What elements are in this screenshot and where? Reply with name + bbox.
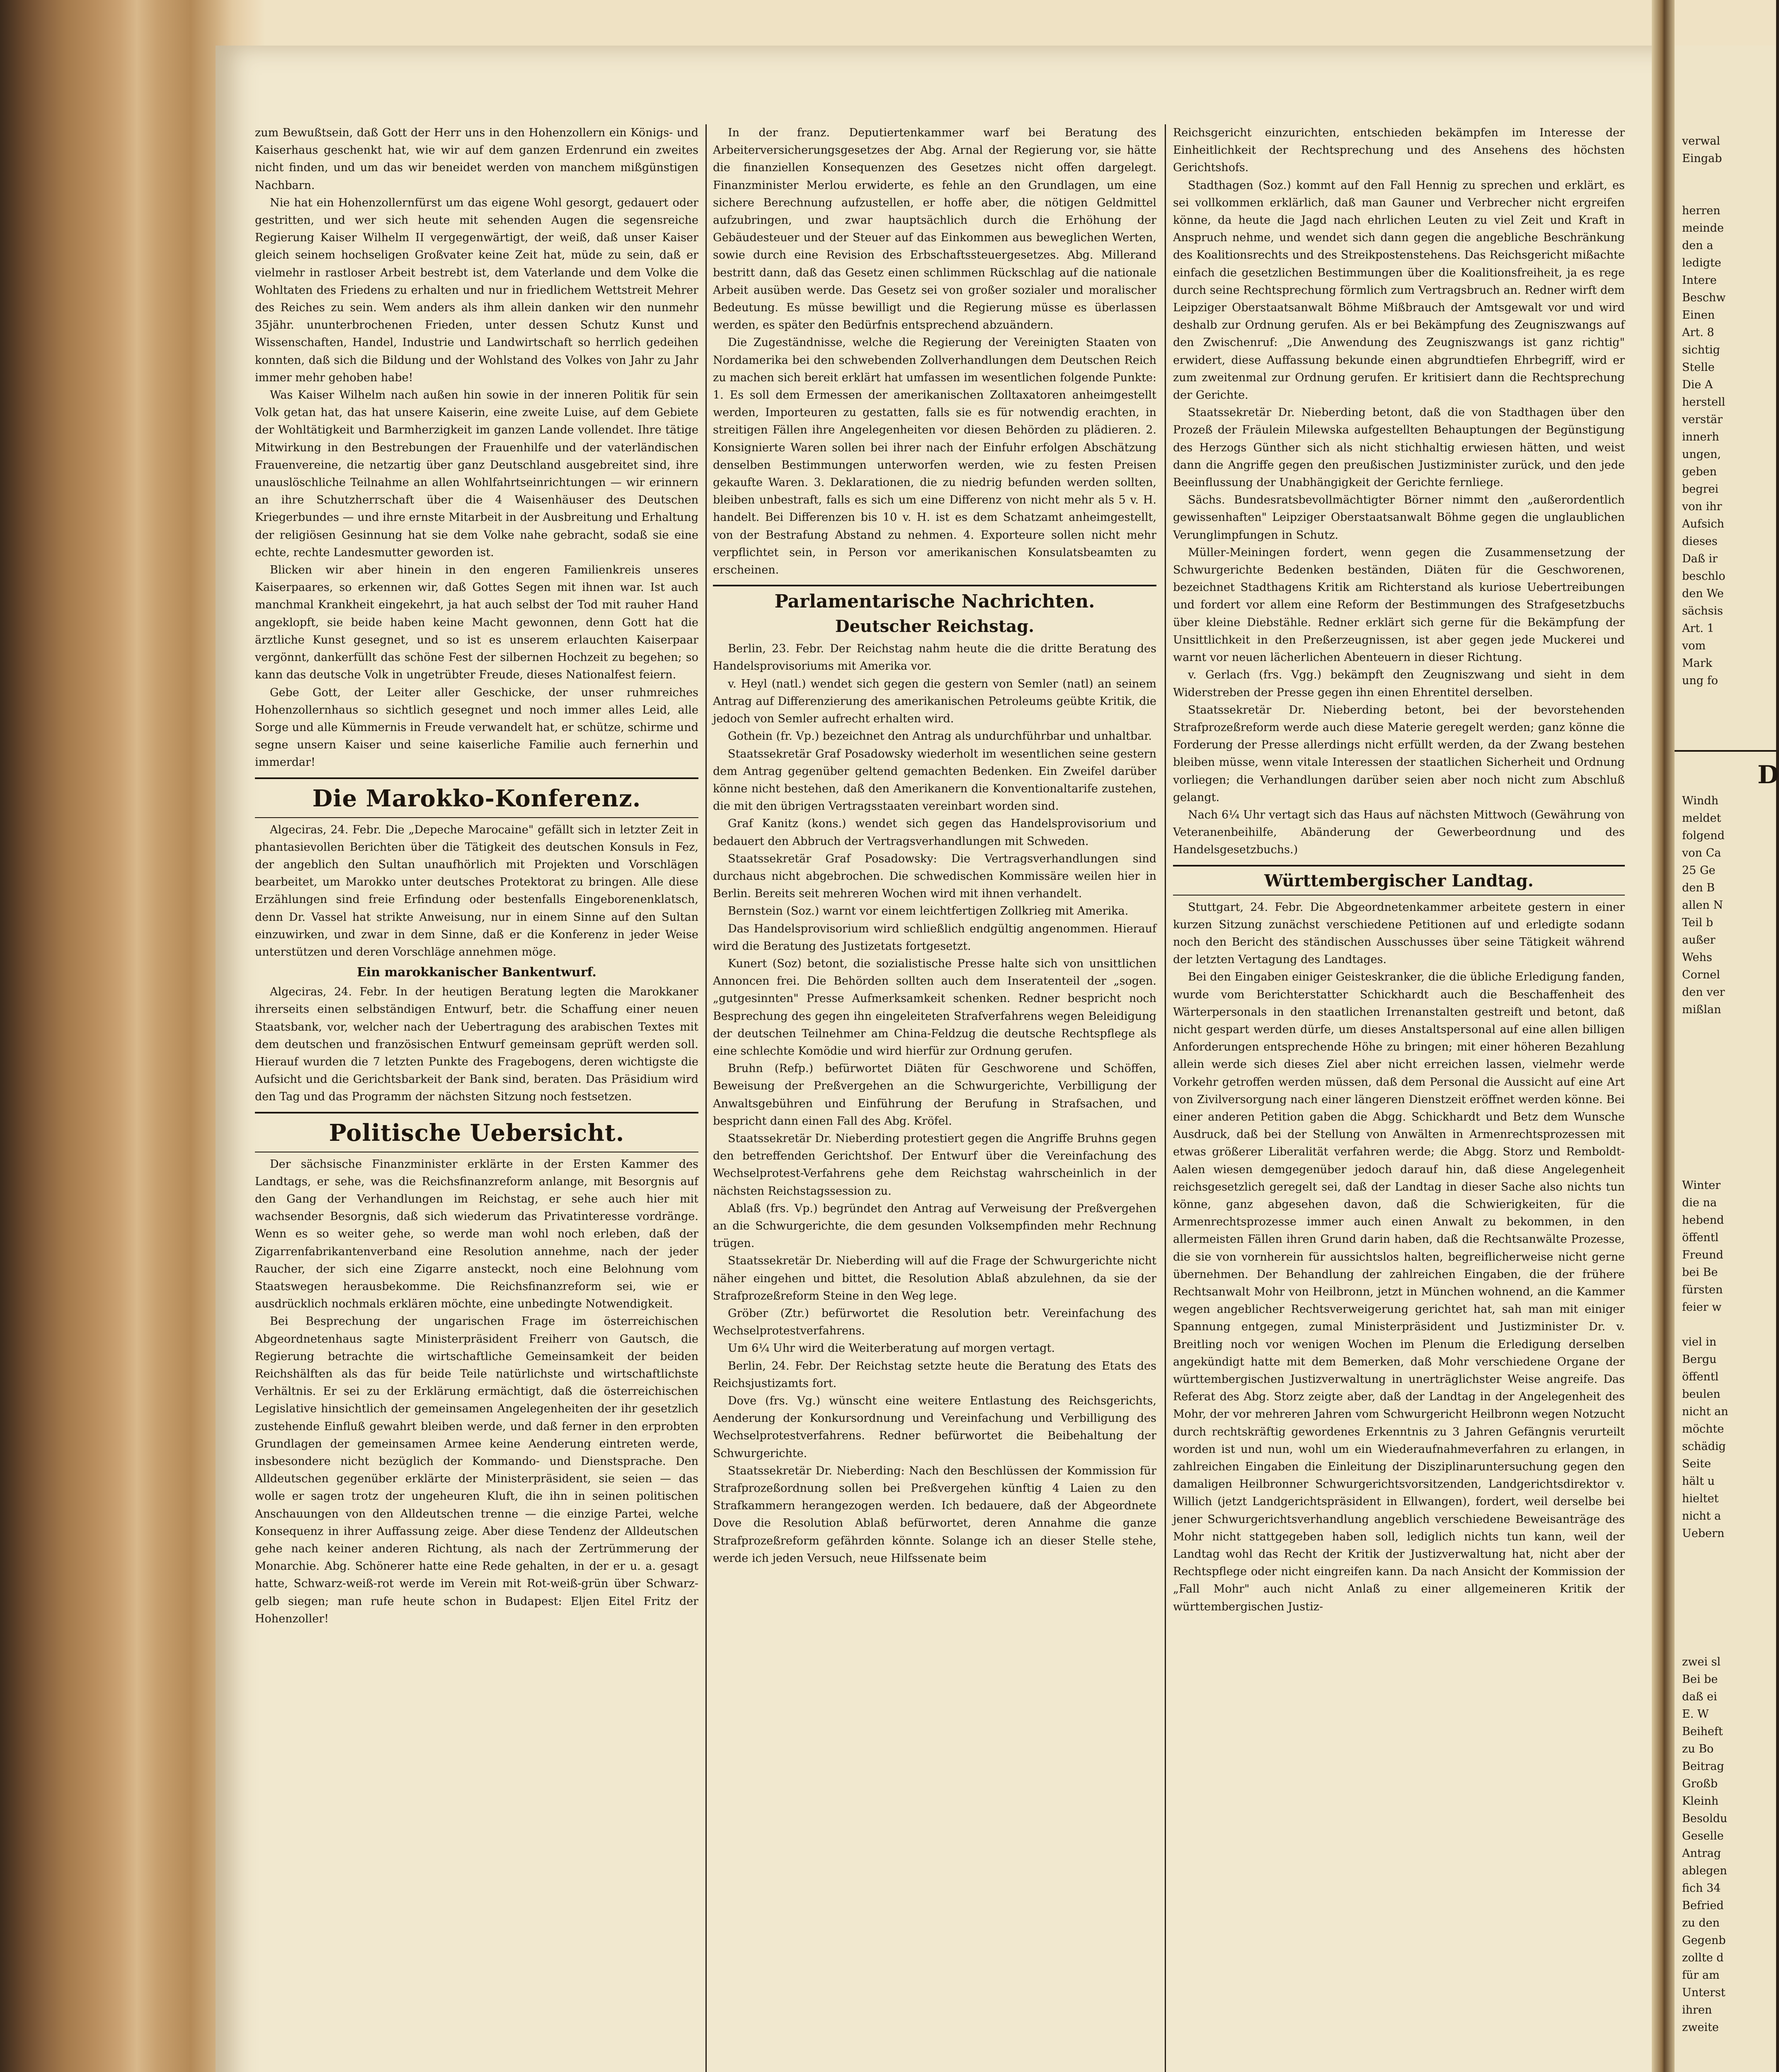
column-1 — [255, 124, 698, 2072]
wuerttemberg-article — [1173, 899, 1625, 1616]
divider — [255, 817, 698, 818]
fragment-line: fürsten — [1682, 1283, 1723, 1296]
politik-article — [255, 1156, 698, 1628]
paragraph: Bernstein (Soz.) warnt vor einem leichtfertigen Zollkrieg mit Amerika. — [728, 905, 1129, 918]
fragment-line: Einen — [1682, 309, 1715, 322]
paragraph: Gothein (fr. Vp.) bezeichnet den Antrag als undurchführbar und unhaltbar. — [728, 730, 1152, 743]
fragment-line: verstär — [1682, 413, 1723, 426]
fragment-line: Antrag — [1682, 1847, 1721, 1860]
paragraph: Kunert (Soz) betont, die sozialistische Presse halte sich von unsittlichen Annoncen frei. Die Behörden sollten auch dem Inseratenteil der „sogen. „gutgesinnten" Presse Aufmerksamkeit schenken. Redner bespricht noch Besprechung des gegen ihn eingeleiteten Strafverfahrens wegen Beleidigung der deutschen Teilnehmer am China-Feldzug die deutsche Rechtspflege als eine schlechte Komödie und wird hierfür zur Ordnung gerufen. — [713, 957, 1156, 1058]
paragraph: Stuttgart, 24. Febr. Die Abgeordnetenkammer arbeitete gestern in einer kurzen Sitzung zunächst verschiedene Petitionen auf und erledigte sodann noch den Bericht des ständischen Ausschusses über seine Tätigkeit während der letzten Vertagung des Landtages. — [1173, 900, 1625, 966]
fragment-line: Art. 8 — [1682, 326, 1714, 339]
paragraph: Die Zugeständnisse, welche die Regierung der Vereinigten Staaten von Nordamerika bei den schwebenden Zollverhandlungen dem Deutschen Reich zu machen sich bereit erklärt hat umfassen im wesentlichen folgende Punkte: 1. Es soll dem Ermessen der amerikanischen Zolltaxatoren anheimgestellt werden, Importeuren zu gestatten, falls sie es für notwendig erachten, in streitigen Fällen ihre Angelegenheiten vor diesen Behörden zu plädieren. 2. Konsignierte Waren sollen bei ihrer nach der Einfuhr erfolgen Abschätzung denselben Bestimmungen unterworfen werden, wie zu festen Preisen gekaufte Waren. 3. Deklarationen, die zu niedrig befunden werden sollten, bleiben unbestraft, falls es sich um eine Differenz von nicht mehr als 5 v. H. handelt. Bei Differenzen bis 10 v. H. ist es dem Schatzamt anheimgestellt, von der Bestrafung Abstand zu nehmen. 4. Exporteure sollen nicht mehr verpflichtet sein, in Person vor amerikanischen Konsulatsbeamten zu erscheinen. — [713, 336, 1156, 577]
paragraph: Blicken wir aber hinein in den engeren Familienkreis unseres Kaiserpaares, so erkennen wir, daß Gottes Segen mit ihnen war. Ist auch manchmal Krankheit eingekehrt, ja hat auch selbst der Tod mit rauher Hand angeklopft, sie beide haben keine Macht gewonnen, denn Gott hat die ärztliche Kunst gesegnet, und so ist es unserem erlauchten Kaiserpaar vergönnt, dankerfüllt das schöne Fest der silbernen Hochzeit zu begehen; so kann das deutsche Volk in ungetrübter Freude, dieses Nationalfest feiern. — [255, 564, 698, 682]
divider — [713, 585, 1156, 586]
fragment-line: ablegen — [1682, 1864, 1727, 1877]
fragment-line: ledigte — [1682, 257, 1721, 269]
fragment-line: folgend — [1682, 829, 1725, 842]
fragment-line: mißlan — [1682, 1003, 1721, 1016]
fragment-line: öffentl — [1682, 1370, 1719, 1383]
fragment-line: E. W — [1682, 1708, 1709, 1721]
paragraph: Bei den Eingaben einiger Geisteskranker, die die übliche Erledigung fanden, wurde vom Berichterstatter Schickhardt auch die Beschaffenheit des Wärterpersonals in den staatlichen Irrenanstalten gestreift und betont, daß nicht gespart werden dürfe, um dieses Anstaltspersonal auf eine allen billigen Anforderungen entsprechende Höhe zu bringen; mit einer höheren Bezahlung allein werde sich dieses Ziel aber nicht erreichen lassen, vielmehr werde Vorkehr getroffen werden müssen, daß dem Personal die Aussicht auf eine Art von Zivilversorgung nach einer längeren Dienstzeit eröffnet werden könne. Bei einer anderen Petition gaben die Abgg. Schickhardt und Betz dem Wunsche Ausdruck, daß bei der Stellung von Anwälten in Armenrechtsprozessen mit etwas größerer Liberalität verfahren werde; die Abgg. Storz und Remboldt-Aalen wiesen demgegenüber jedoch darauf hin, daß diese Angelegenheit reichsgesetzlich geregelt sei, daß der Landtag in dieser Sache also nichts tun könne, ganz abgesehen davon, daß die Schwierigkeiten, für die Armenrechtsprozesse immer auch einen Anwalt zu bekommen, in den allermeisten Fällen ihren Grund darin haben, daß die Rechtsanwälte Prozesse, die sie von vornherein für aussichtslos halten, begreiflicherweise nicht gerne übernehmen. Der Behandlung der zahlreichen Eingaben, die der frühere Rechtsanwalt Mohr von Heilbronn, jetzt in München wohnend, an die Kammer wegen angeblicher Rechtsverweigerung gerichtet hat, sah man mit einiger Spannung entgegen, zumal Ministerpräsident und Justizminister Dr. v. Breitling noch vor wenigen Wochen im Plenum die Erledigung derselben angekündigt hatte mit dem Bemerken, daß Mohr verschiedene Organe der württembergischen Justizverwaltung in unerträglichster Weise angreife. Das Referat des Abg. Storz zeigte aber, daß der Landtag in der Angelegenheit des Mohr, der vor mehreren Jahren vom Schwurgericht Heilbronn wegen Notzucht durch rechtskräftig gewordenes Erkenntnis zu 3 Jahren Gefängnis verurteilt worden ist und nun, wohl um ein Wiederaufnahmeverfahren zu erlangen, in zahlreichen Eingaben die Einleitung der Disziplinaruntersuchung gegen den damaligen Heilbronner Schwurgerichtsvorsitzenden, Landgerichtsdirektor v. Willich (jetzt Landgerichtspräsident in Ellwangen), fordert, weil derselbe bei jener Schwurgerichtsverhandlung angeblich verschiedene Beweisanträge des Mohr nicht stattgegeben haben soll, lediglich nichts tun kann, weil der Landtag wohl das Recht der Kritik der Justizverwaltung hat, nicht aber der Rechtspflege oder nicht eingreifen kann. Da nach Ansicht der Kommission der „Fall Mohr" auch nicht Anlaß zu einer allgemeineren Kritik der württembergischen Justiz- — [1173, 971, 1625, 1613]
paragraph: Was Kaiser Wilhelm nach außen hin sowie in der inneren Politik für sein Volk getan hat, das hat unsere Kaiserin, eine zweite Luise, auf dem Gebiete der Wohltätigkeit und Barmherzigkeit im ganzen Lande vollendet. Ihre tätige Mitwirkung in den Bestrebungen der Frauenhilfe und der vaterländischen Frauenvereine, die netzartig über ganz Deutschland ausgebreitet sind, ihre unauslöschliche Teilnahme an allen Wohlfahrtseinrichtungen — wir erinnern an ihre Schutzherrschaft über die 4 Waisenhäuser des Deutschen Kriegerbundes — und ihre ernste Mitarbeit in der Ausbreitung und Erhaltung der religiösen Gesinnung hat sie dem Volke nahe gebracht, sodaß sie eine echte, rechte Landesmutter geworden ist. — [255, 389, 698, 559]
fragment-line: sichtig — [1682, 344, 1720, 356]
kaiser-article — [255, 124, 698, 772]
fragment-line: nicht an — [1682, 1405, 1728, 1418]
fragment-line: herstell — [1682, 396, 1726, 409]
paragraph: Berlin, 24. Febr. Der Reichstag setzte heute die Beratung des Etats des Reichsjustizamts fort. — [713, 1359, 1156, 1390]
divider — [1173, 895, 1625, 896]
divider — [255, 1112, 698, 1113]
next-page-edge — [1675, 46, 1779, 2072]
fragment-line: die na — [1682, 1196, 1717, 1209]
fragment-line: außer — [1682, 934, 1716, 946]
fragment-line: daß ei — [1682, 1690, 1717, 1703]
fragment-line: zweite — [1682, 2021, 1719, 2034]
paragraph: Gebe Gott, der Leiter aller Geschicke, der unser ruhmreiches Hohenzollernhaus so sichtlich gesegnet und noch immer alles Leid, alle Sorge und alle Kümmernis in Freude verwandelt hat, er schütze, schirme und segne unsern Kaiser und seine kaiserliche Familie auch fernerhin und immerdar! — [255, 686, 698, 769]
fragment-heading: D — [1757, 760, 1779, 789]
paragraph: Dove (frs. Vg.) wünscht eine weitere Entlastung des Reichsgerichts, Aenderung der Konkursordnung und Vereinfachung und Verbilligung des Wechselprotestverfahrens. Redner befürwortet die Beibehaltung der Schwurgerichte. — [713, 1394, 1156, 1460]
fragment-line: Freund — [1682, 1249, 1723, 1261]
fragment-line: Gegenb — [1682, 1934, 1726, 1947]
fragment-line: begrei — [1682, 483, 1719, 496]
fragment-line: meinde — [1682, 222, 1724, 235]
fragment-line: feier w — [1682, 1301, 1722, 1314]
paragraph: Ablaß (frs. Vp.) begründet den Antrag auf Verweisung der Preßvergehen an die Schwurgerichte, die dem gesunden Volksempfinden mehr Rechnung trügen. — [713, 1202, 1156, 1250]
fragment-line: Geselle — [1682, 1830, 1724, 1842]
paragraph: Algeciras, 24. Febr. Die „Depeche Marocaine" gefällt sich in letzter Zeit in phantasievollen Berichten über die Tätigkeit des deutschen Konsuls in Fez, der angeblich den Sultan unaufhörlich mit Projekten und Vorschlägen bearbeitet, um Marokko unter deutsches Protektorat zu bringen. Alle diese Erzählungen sind freie Erfindung oder bestenfalls Eingeborenenklatsch, denn Dr. Vassel hat strikte Anweisung, nur in einem Sinne auf den Sultan einzuwirken, und zwar in dem Sinne, daß er die Konferenz in jeder Weise unterstützen und deren Vorschläge annehmen möge. — [255, 823, 698, 959]
column-2 — [713, 124, 1156, 2072]
fragment-line: Beitrag — [1682, 1760, 1724, 1773]
fragment-line: hebend — [1682, 1214, 1724, 1227]
fragment-line: Beiheft — [1682, 1725, 1723, 1738]
fragment-line: schädig — [1682, 1440, 1726, 1453]
fragment-line: für am — [1682, 1969, 1720, 1982]
fragment-line: ung fo — [1682, 674, 1718, 687]
paragraph: Staatssekretär Graf Posadowsky wiederholt im wesentlichen seine gestern dem Antrag gegenüber geltend gemachten Bedenken. Ein Zweifel darüber könne nicht bestehen, daß den Amerikanern die Konventionaltarife zustehen, die mit den übrigen Vertragsstaaten vereinbart worden sind. — [713, 747, 1156, 813]
politik-heading: Politische Uebersicht. — [329, 1119, 625, 1147]
fragment-line: innerh — [1682, 431, 1719, 443]
fragment-line: zwei sl — [1682, 1656, 1721, 1668]
fragment-line: zu den — [1682, 1917, 1720, 1929]
fragment-line: beschlo — [1682, 570, 1726, 583]
paragraph: Berlin, 23. Febr. Der Reichstag nahm heute die die dritte Beratung des Handelsprovisoriums mit Amerika vor. — [713, 642, 1156, 673]
paragraph: v. Gerlach (frs. Vgg.) bekämpft den Zeugniszwang und sieht in dem Widerstreben der Presse gegen ihn einen Ehrentitel derselben. — [1173, 668, 1625, 699]
column-rule-2 — [1165, 124, 1166, 2072]
divider — [1675, 750, 1776, 752]
fragment-line: nicht a — [1682, 1510, 1721, 1523]
banken-heading: Ein marokkanischer Bankentwurf. — [357, 965, 596, 980]
fragment-line: Seite — [1682, 1457, 1711, 1470]
paragraph: Staatssekretär Graf Posadowsky: Die Vertragsverhandlungen sind durchaus nicht abgebrochen. Die schwedischen Kommissäre weilen hier in Berlin. Bereits seit mehreren Wochen wird mit ihnen verhandelt. — [713, 852, 1156, 900]
fragment-line: 25 Ge — [1682, 864, 1716, 877]
kammer-article — [713, 124, 1156, 579]
fragment-line: den B — [1682, 881, 1715, 894]
fragment-line: Mark — [1682, 657, 1713, 670]
fragment-line: Aufsich — [1682, 518, 1724, 530]
fragment-line: dieses — [1682, 535, 1718, 548]
fragment-line: Teil b — [1682, 916, 1714, 929]
fragment-line: Bei be — [1682, 1673, 1718, 1686]
marokko-article — [255, 821, 698, 961]
fragment-line: Art. 1 — [1682, 622, 1714, 635]
paragraph: Staatssekretär Dr. Nieberding betont, daß die von Stadthagen über den Prozeß der Fräulein Milewska aufgestellten Behauptungen der Begünstigung des Herzogs Günther sich als nicht stichhaltig erwiesen hätten, und weist dann die Angriffe gegen den preußischen Justizminister zurück, und den jede Beeinflussung der Unabhängigkeit der Gerichte fernliege. — [1173, 406, 1625, 489]
paragraph: Graf Kanitz (kons.) wendet sich gegen das Handelsprovisorium und bedauert den Abbruch der Vertragsverhandlungen mit Schweden. — [713, 817, 1156, 848]
column-3 — [1173, 124, 1625, 2072]
paragraph: In der franz. Deputiertenkammer warf bei Beratung des Arbeiterversicherungsgesetzes der Abg. Arnal der Regierung vor, sie hätte die finanziellen Konsequenzen des Gesetzes nicht offen dargelegt. Finanzminister Merlou erwiderte, es fehle an den Grundlagen, um eine sichere Berechnung aufzustellen, er hoffe aber, die nötigen Geldmittel aufzubringen, und zwar hauptsächlich durch die Erhöhung der Gebäudesteuer und der Steuer auf das Einkommen aus beweglichen Werten, sowie durch eine Revision des Erbschaftssteuergesetzes. Abg. Millerand bestritt dann, daß das Gesetz einen schlimmen Rückschlag auf die nationale Arbeit ausüben werde. Das Gesetz sei von großer sozialer und moralischer Bedeutung. Es müsse bewilligt und die Regierung müsse es überlassen werden, es später den Bedürfnis entsprechend abzuändern. — [713, 126, 1156, 332]
paragraph: Das Handelsprovisorium wird schließlich endgültig angenommen. Hierauf wird die Beratung des Justizetats fortgesetzt. — [713, 922, 1156, 953]
fragment-line: Winter — [1682, 1179, 1721, 1192]
fragment-line: Beschw — [1682, 291, 1726, 304]
reichstag-heading: Deutscher Reichstag. — [835, 617, 1035, 637]
paragraph: Müller-Meiningen fordert, wenn gegen die Zusammensetzung der Schwurgerichte Bedenken beständen, Diäten für die Geschworenen, bezeichnet Stadthagens Kritik am Richterstand als kuriose Uebertreibungen und fordert vor allem eine Reform der Bestimmungen des Strafgesetzbuchs über kleine Diebstähle. Redner erklärt sich gerne für die Bekämpfung der Unsittlichkeit in den Preßerzeugnissen, ist aber gegen jede Muckerei und warnt vor neuen lächerlichen Abenteuern in dieser Richtung. — [1173, 546, 1625, 664]
fragment-line: bei Be — [1682, 1266, 1718, 1279]
fragment-line: ihren — [1682, 2004, 1712, 2016]
fragment-line: den We — [1682, 587, 1724, 600]
fragment-line: zollte d — [1682, 1951, 1724, 1964]
fragment-line: hält u — [1682, 1475, 1715, 1488]
fragment-line: Großb — [1682, 1777, 1718, 1790]
wuerttemberg-heading: Württembergischer Landtag. — [1264, 871, 1534, 891]
reichstag-article — [713, 640, 1156, 1567]
paragraph: Nach 6¼ Uhr vertagt sich das Haus auf nächsten Mittwoch (Gewährung von Veteranenbeihilfe, Abänderung der Gewerbeordnung und des Handelsgesetzbuchs.) — [1173, 808, 1625, 857]
paragraph: zum Bewußtsein, daß Gott der Herr uns in den Hohenzollern ein Königs- und Kaiserhaus geschenkt hat, wie wir auf dem ganzen Erdenrund ein zweites nicht finden, und um das wir beneidet werden von manchem mißgünstigen Nachbarn. — [255, 126, 698, 192]
fragment-line: zu Bo — [1682, 1743, 1714, 1755]
divider — [1173, 865, 1625, 867]
fragment-line: öffentl — [1682, 1231, 1719, 1244]
paragraph: Staatssekretär Dr. Nieberding protestiert gegen die Angriffe Bruhns gegen den betreffenden Gerichtshof. Der Entwurf über die Vereinfachung des Wechselprotest-Verfahrens gehe dem Reichstag wahrscheinlich in der nächsten Reichstagssession zu. — [713, 1132, 1156, 1198]
fragment-line: meldet — [1682, 812, 1721, 825]
paragraph: Reichsgericht einzurichten, entschieden bekämpfen im Interesse der Einheitlichkeit der Rechtsprechung und des Ansehens des höchsten Gerichtshofs. — [1173, 126, 1625, 174]
fragment-line: von ihr — [1682, 500, 1722, 513]
paragraph: Algeciras, 24. Febr. In der heutigen Beratung legten die Marokkaner ihrerseits einen selbständigen Entwurf, betr. die Schaffung einer neuen Staatsbank, vor, welcher nach der Uebertragung des arabischen Textes mit dem deutschen und französischen Entwurf gemeinsam geprüft werden soll. Hierauf wurden die 7 letzten Punkte des Fragebogens, deren wichtigste die Aufsicht und die Gerichtsbarkeit der Bank sind, beraten. Das Präsidium wird den Tag und das Programm der nächsten Sitzung noch festsetzen. — [255, 985, 698, 1104]
parl-heading: Parlamentarische Nachrichten. — [774, 591, 1095, 612]
fragment-line: verwal — [1682, 135, 1720, 148]
fragment-line: von Ca — [1682, 847, 1721, 859]
fragment-line: beulen — [1682, 1388, 1721, 1401]
paragraph: v. Heyl (natl.) wendet sich gegen die gestern von Semler (natl) an seinem Antrag auf Differenzierung des amerikanischen Petroleums geübte Kritik, die jedoch von Semler aufrecht erhalten wird. — [713, 677, 1156, 726]
fragment-line: vom — [1682, 639, 1706, 652]
paragraph: Staatssekretär Dr. Nieberding: Nach den Beschlüssen der Kommission für Strafprozeßordnung sollen bei Preßvergehen künftig 4 Laien zu den Strafkammern herangezogen werden. Ich bedauere, daß der Abgeordnete Dove die Resolution Ablaß befürwortet, deren Annahme die ganze Strafprozeßreform gefährden könnte. Solange ich an dieser Stelle stehe, werde ich jeden Versuch, neue Hilfssenate beim — [713, 1464, 1156, 1565]
fragment-line: möchte — [1682, 1423, 1724, 1435]
paragraph: Bei Besprechung der ungarischen Frage im österreichischen Abgeordnetenhaus sagte Ministerpräsident Freiherr von Gautsch, die Regierung betrachte die wirtschaftliche Gemeinsamkeit der beiden Reichshälften als das für beide Teile natürlichste und wirtschaftlichste Verhältnis. Er sei zu der Erklärung ermächtigt, daß die österreichischen Legislative hinsichtlich der gemeinsamen Angelegenheiten der ihr gesetzlich zustehende Einfluß gewahrt bleiben werde, und daß ferner in den erprobten Grundlagen der gemeinsamen Armee keine Aenderung eintreten werde, insbesondere nicht bezüglich der Kommando- und Dienstsprache. Den Alldeutschen gegenüber erklärte der Ministerpräsident, sie seien — das wolle er sagen trotz der ungeheuren Kluft, die ihn in seinen politischen Anschauungen von den Alldeutschen trenne — die einzige Partei, welche Konsequenz in ihrer Auffassung zeige. Aber diese Tendenz der Alldeutschen gehe nach keiner anderen Richtung, als nach der Zertrümmerung der Monarchie. Abg. Schönerer hatte eine Rede gehalten, in der er u. a. gesagt hatte, Schwarz-weiß-rot werde im Verein mit Rot-weiß-grün über Schwarz-gelb siegen; man rufe heute schon in Budapest: Eljen Eitel Fritz der Hohenzoller! — [255, 1315, 698, 1625]
fragment-line: Kleinh — [1682, 1795, 1719, 1808]
fragment-line: Stelle — [1682, 361, 1715, 374]
fragment-line: Die A — [1682, 378, 1713, 391]
fragment-line: viel in — [1682, 1336, 1717, 1348]
fragment-line: Befried — [1682, 1899, 1724, 1912]
fragment-line: Bergu — [1682, 1353, 1717, 1366]
paragraph: Nie hat ein Hohenzollernfürst um das eigene Wohl gesorgt, gedauert oder gestritten, und wer sich heute mit sehenden Augen die segensreiche Regierung Kaiser Wilhelm II vergegenwärtigt, der weiß, daß unser Kaiser gleich seinem hochseligen Großvater keine Zeit hat, müde zu sein, daß er vielmehr in rastloser Arbeit bestrebt ist, dem Vaterlande und dem Volke die Wohltaten des Friedens zu erhalten und nur in friedlichem Wettstreit Mehrer des Reiches zu sein. Wem anders als ihm allein danken wir den nunmehr 35jähr. ununterbrochenen Frieden, unter dessen Schutz Kunst und Wissenschaften, Handel, Industrie und Landwirtschaft so herrlich gedeihen konnten, daß sich die Bildung und der Wohlstand des Volkes von Jahr zu Jahr immer mehr gehoben habe! — [255, 196, 698, 384]
fragment-line: Intere — [1682, 274, 1717, 287]
paragraph: Gröber (Ztr.) befürwortet die Resolution betr. Vereinfachung des Wechselprotestverfahrens. — [713, 1307, 1156, 1338]
reichstag-continuation — [1173, 124, 1625, 859]
column-rule-1 — [705, 124, 707, 2072]
fragment-line: hieltet — [1682, 1492, 1719, 1505]
book-gutter — [1652, 0, 1675, 2072]
fragment-line: Eingab — [1682, 152, 1722, 165]
paragraph: Bruhn (Refp.) befürwortet Diäten für Geschworene und Schöffen, Beweisung der Preßvergehen an die Schwurgerichte, Verbilligung der Anwaltsgebühren und Einführung der Berufung in Strafsachen, und bespricht dann einen Fall des Abg. Kröfel. — [713, 1062, 1156, 1128]
fragment-line: geben — [1682, 465, 1717, 478]
paragraph: Der sächsische Finanzminister erklärte in der Ersten Kammer des Landtags, er sehe, was die Reichsfinanzreform anlange, mit Besorgnis auf den Gang der Verhandlungen im Reichstag, er sehe auch hier mit wachsender Besorgnis, daß sich wiederum das Privatinteresse vordränge. Wenn es so weiter gehe, so werde man wohl noch erleben, daß der Zigarrenfabrikantenverband eine Resolution annehme, nach der jeder Raucher, der sich eine Zigarre ansteckt, noch eine Belohnung vom Staatswegen herausbekomme. Die Reichsfinanzreform sei, wie er ausdrücklich nochmals erklären möchte, eine unbedingte Notwendigkeit. — [255, 1157, 698, 1311]
paragraph: Sächs. Bundesratsbevollmächtigter Börner nimmt den „außerordentlich gewissenhaften" Leipziger Oberstaatsanwalt Böhme gegen die unglaublichen Verunglimpfungen in Schutz. — [1173, 494, 1625, 542]
fragment-line: Wehs — [1682, 951, 1712, 964]
fragment-line: den ver — [1682, 986, 1725, 999]
paragraph: Um 6¼ Uhr wird die Weiterberatung auf morgen vertagt. — [728, 1342, 1055, 1355]
fragment-line: Unterst — [1682, 1986, 1726, 1999]
marokko-heading: Die Marokko-Konferenz. — [312, 784, 641, 812]
fragment-line: Windh — [1682, 794, 1718, 807]
fragment-line: Uebern — [1682, 1527, 1725, 1540]
paragraph: Staatssekretär Dr. Nieberding betont, bei der bevorstehenden Strafprozeßreform werde auch diese Materie geregelt werden; ganz könne die Forderung der Presse allerdings nicht erfüllt werden, da der Zwang bestehen bleiben müsse, wenn vitale Interessen der staatlichen Sicherheit und Ordnung vorliegen; die Verhandlungen darüber seien aber noch nicht zum Abschluß gelangt. — [1173, 703, 1625, 804]
banken-article — [255, 983, 698, 1106]
fragment-line: fich 34 — [1682, 1882, 1721, 1895]
fragment-line: sächsis — [1682, 605, 1723, 617]
fragment-line: Besoldu — [1682, 1812, 1728, 1825]
fragment-line: Cornel — [1682, 968, 1720, 981]
fragment-line: Daß ir — [1682, 552, 1718, 565]
paragraph: Stadthagen (Soz.) kommt auf den Fall Hennig zu sprechen und erklärt, es sei vollkommen erklärlich, daß man Gauner und Verbrecher nicht ergreifen könne, da heute die Jagd nach ehrlichen Leuten zu viel Zeit und Kraft in Anspruch nehme, und wendet sich dann gegen die angebliche Beschränkung des Koalitionsrechts und des Streikpostenstehens. Das Reichsgericht mißachte einfach die gesetzlichen Bestimmungen über die Koalitionsfreiheit, ja es rege durch seine Rechtsprechung förmlich zum Vertragsbruch an. Redner wirft dem Leipziger Oberstaatsanwalt Böhme Mißbrauch der Amtsgewalt vor und wird deshalb zur Ordnung gerufen. Als er bei Bekämpfung des Zeugniszwangs auf den Zwischenruf: „Die Anwendung des Zeugniszwangs ist ganz richtig" erwidert, diese Auffassung bekunde einen abgrundtiefen Ehrbegriff, wird er zum zweitenmal zur Ordnung gerufen. Er kritisiert dann die Rechtsprechung der Gerichte. — [1173, 179, 1625, 402]
divider — [255, 777, 698, 779]
fragment-line: ungen, — [1682, 448, 1721, 461]
fragment-line: allen N — [1682, 899, 1723, 912]
fragment-line: herren — [1682, 204, 1721, 217]
paragraph: Staatssekretär Dr. Nieberding will auf die Frage der Schwurgerichte nicht näher eingehen und bittet, die Resolution Ablaß abzulehnen, da sie der Strafprozeßreform Steine in den Weg lege. — [713, 1254, 1156, 1302]
fragment-line: den a — [1682, 239, 1714, 252]
